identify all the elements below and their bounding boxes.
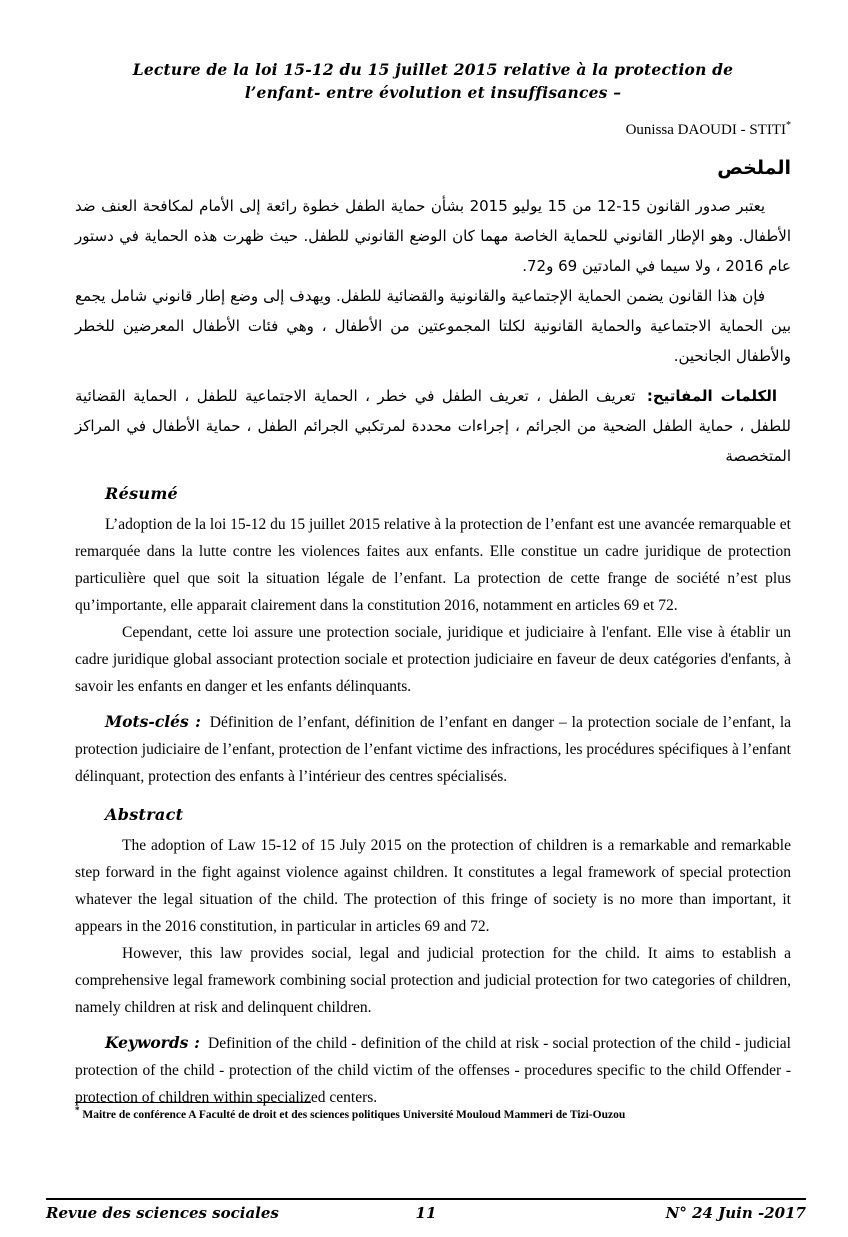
abstract-ar-para-2: فإن هذا القانون يضمن الحماية الإجتماعية والقانونية والقضائية للطفل. ويهدف إلى وضع إطار قانوني شامل يجمع بين الحماية الاجتماعية والحماية القانونية لكلتا المجموعتين من الأطفال ، وهي فئات الأطفال المعرضين للخطر والأطفال الجانحين. bbox=[75, 287, 791, 365]
resume-heading: Résumé bbox=[105, 484, 179, 503]
abstract-en-para-2: However, this law provides social, legal and judicial protection for the child. It aims to establish a comprehensive legal framework combining social protection and judicial protection for two categories of children, namely children at risk and delinquent children. bbox=[75, 945, 791, 1016]
abstract-en-para-1: The adoption of Law 15-12 of 15 July 2015 on the protection of children is a remarkable and remarkable step forward in the fight against violence against children. It constitutes a legal framework of special protection whatever the legal situation of the child. The protection of this fringe of society is no more than important, it appears in the 2016 constitution, in particular in articles 69 and 72. bbox=[75, 837, 791, 935]
resume-para-1: L’adoption de la loi 15-12 du 15 juillet 2015 relative à la protection de l’enfant est une avancée remarquable et remarquée dans la lutte contre les violences faites aux enfants. Elle constitue un cadre juridique de protection particulière quel que soit la situation légale de l’enfant. La protection de cette frange de société n’est plus qu’importante, elle apparait clairement dans la constitution 2016, notamment en articles 69 et 72. bbox=[75, 516, 791, 614]
page-footer bbox=[46, 1198, 806, 1222]
abstract-ar-para-1: يعتبر صدور القانون 15-12 من 15 يوليو 2015 بشأن حماية الطفل خطوة رائعة إلى الأمام لمكافحة العنف ضد الأطفال. وهو الإطار القانوني للحماية الخاصة مهما كان الوضع القانوني للطفل. حيث ظهرت هذه الحماية في دستور عام 2016 ، ولا سيما في المادتين 69 و72. bbox=[75, 197, 791, 275]
footnote bbox=[75, 1105, 791, 1123]
footnote-block bbox=[75, 1102, 791, 1123]
author-line bbox=[75, 122, 791, 139]
page-content bbox=[75, 0, 791, 1111]
mots-cles-label: Mots-clés : bbox=[105, 712, 201, 731]
abstract-en-heading: Abstract bbox=[105, 805, 184, 824]
keywords-en bbox=[75, 1029, 791, 1111]
keywords-ar-label: الكلمات المفاتيح: bbox=[646, 387, 777, 405]
footnote-text: Maitre de conférence A Faculté de droit et des sciences politiques Université Mouloud Mammeri de Tizi-Ouzou bbox=[82, 1109, 626, 1121]
mots-cles-text: Définition de l’enfant, définition de l’enfant en danger – la protection sociale de l’enfant, la protection judiciaire de l’enfant, protection de l’enfant victime des infractions, les procédures spécifiques à l’enfant délinquant, protection des enfants à l’intérieur des centres spécialisés. bbox=[75, 714, 792, 785]
author-name: Ounissa DAOUDI - STITI bbox=[625, 122, 786, 138]
keywords-ar-text: تعريف الطفل ، تعريف الطفل في خطر ، الحماية الاجتماعية للطفل ، الحماية القضائية للطفل ، حماية الطفل الضحية من الجرائم ، إجراءات محددة لمرتكبي الجرائم الطفل ، حماية الأطفال في المراكز المتخصصة bbox=[75, 387, 791, 465]
abstract-ar-heading: الملخص bbox=[717, 157, 791, 179]
keywords-en-text: Definition of the child - definition of the child at risk - social protection of the child - judicial protection of the child - protection of the child victim of the offenses - procedures specific to the child Offender - protection of children within specialized centers. bbox=[75, 1035, 791, 1106]
keywords-en-label: Keywords : bbox=[105, 1033, 200, 1052]
footnote-divider bbox=[75, 1102, 311, 1103]
author-note-ref: * bbox=[786, 120, 791, 131]
footnote-symbol: * bbox=[75, 1105, 80, 1116]
footer-journal: Revue des sciences sociales bbox=[46, 1204, 279, 1222]
footer-issue: N° 24 Juin -2017 bbox=[665, 1204, 806, 1222]
mots-cles bbox=[75, 708, 791, 790]
footer-page-number: 11 bbox=[415, 1204, 437, 1222]
paper-title: Lecture de la loi 15-12 du 15 juillet 2015 relative à la protection de l’enfant- entre évolution et insuffisances – bbox=[132, 60, 734, 102]
resume-para-2: Cependant, cette loi assure une protection sociale, juridique et judiciaire à l'enfant. Elle vise à établir un cadre juridique global associant protection sociale et protection judiciaire en faveur de deux catégories d'enfants, à savoir les enfants en danger et les enfants délinquants. bbox=[75, 624, 791, 695]
keywords-ar bbox=[75, 381, 791, 471]
